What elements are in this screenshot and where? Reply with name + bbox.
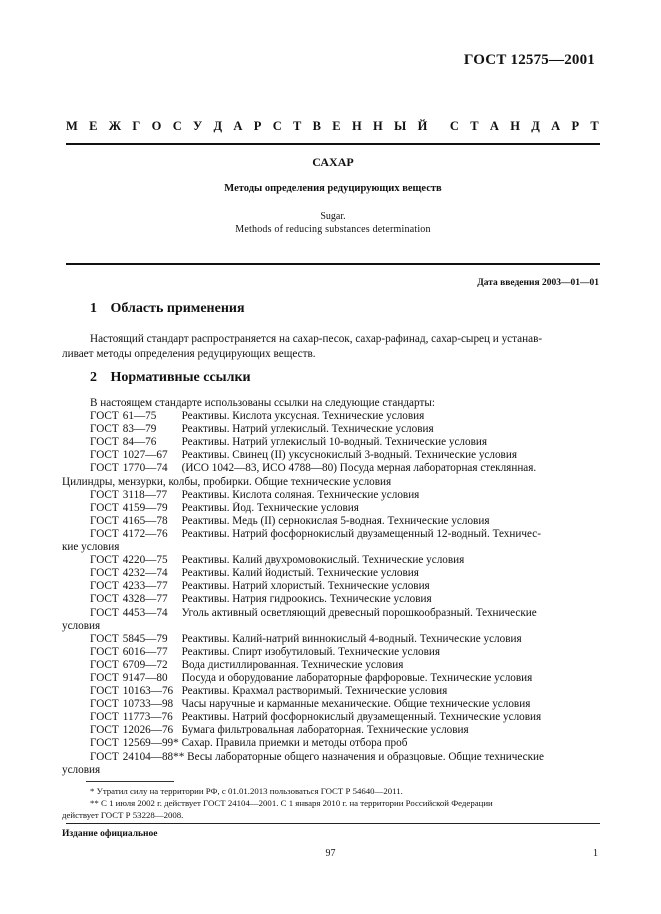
- reference-title: Уголь активный осветляющий древесный порошкообразный. Технические: [181, 606, 537, 619]
- reference-code: 4232—74: [122, 567, 168, 580]
- reference-gost-label: ГОСТ: [90, 750, 119, 763]
- reference-gost-label: ГОСТ: [90, 554, 119, 567]
- english-title-line-2: Methods of reducing substances determination: [235, 224, 431, 235]
- reference-code: 24104—88**: [122, 750, 185, 763]
- reference-gost-label: ГОСТ: [90, 724, 119, 737]
- bottom-rule: [66, 823, 600, 824]
- reference-title: Реактивы. Натрий фосфорнокислый двузамещенный 12-водный. Техничес-: [181, 527, 541, 540]
- reference-item: [62, 410, 600, 423]
- reference-item: [62, 528, 600, 541]
- banner-letter: Н: [351, 119, 362, 133]
- reference-title: Посуда и оборудование лабораторные фарфоровые. Технические условия: [181, 671, 533, 684]
- banner-letter: Р: [571, 119, 580, 133]
- section-1-title: Область применения: [110, 301, 245, 316]
- reference-gost-label: ГОСТ: [90, 580, 119, 593]
- banner-letter: С: [272, 119, 282, 133]
- reference-title: Реактивы. Натрия гидроокись. Технические условия: [181, 593, 432, 606]
- official-edition-label: Издание официальное: [62, 829, 158, 839]
- reference-item: [62, 489, 600, 502]
- reference-title: Реактивы. Йод. Технические условия: [181, 501, 359, 514]
- banner-letter: Р: [253, 119, 262, 133]
- footnote-1: * Утратил силу на территории РФ, с 01.01.2013 пользоваться ГОСТ Р 54640—2011.: [90, 786, 403, 796]
- reference-item: [62, 580, 600, 593]
- banner-letter: Т: [293, 119, 302, 133]
- reference-item-continued: Цилиндры, мензурки, колбы, пробирки. Общие технические условия: [62, 475, 392, 488]
- reference-title: Реактивы. Свинец (II) уксуснокислый 3-водный. Технические условия: [181, 449, 517, 462]
- banner-letter: Т: [470, 119, 479, 133]
- reference-item: [62, 515, 600, 528]
- reference-gost-label: ГОСТ: [90, 501, 119, 514]
- reference-gost-label: ГОСТ: [90, 423, 119, 436]
- reference-code: 10163—76: [122, 685, 174, 698]
- reference-title: Реактивы. Натрий углекислый. Технические условия: [181, 423, 434, 436]
- reference-item: [62, 423, 600, 436]
- reference-code: 4233—77: [122, 580, 168, 593]
- footnote-2-continued: действует ГОСТ Р 53228—2008.: [62, 810, 184, 820]
- reference-code: 83—79: [122, 423, 157, 436]
- reference-gost-label: ГОСТ: [90, 436, 119, 449]
- reference-title: Реактивы. Натрий хлористый. Технические условия: [181, 580, 430, 593]
- normative-references-list: [62, 397, 600, 777]
- reference-title: Реактивы. Кислота соляная. Технические условия: [181, 488, 420, 501]
- banner-letter: Й: [417, 119, 428, 133]
- reference-code: 4220—75: [122, 554, 168, 567]
- section-1-line: Настоящий стандарт распространяется на сахар-песок, сахар-рафинад, сахар-сырец и устанав-: [90, 333, 543, 345]
- reference-code: 61—75: [122, 410, 157, 423]
- reference-gost-label: ГОСТ: [90, 606, 119, 619]
- banner-letter: А: [489, 119, 499, 133]
- reference-code: 4159—79: [122, 501, 168, 514]
- footnote-2: ** С 1 июля 2002 г. действует ГОСТ 24104—2001. С 1 января 2010 г. на территории Российской Федерации: [90, 798, 493, 808]
- reference-item-continued: условия: [62, 619, 101, 632]
- document-number: ГОСТ 12575—2001: [463, 52, 595, 68]
- banner-letter: У: [193, 119, 203, 133]
- document-title: САХАР: [312, 155, 354, 169]
- reference-title: Реактивы. Медь (II) сернокислая 5-водная. Технические условия: [181, 514, 490, 527]
- banner-letter: Ы: [394, 119, 407, 133]
- reference-title: Бумага фильтровальная лабораторная. Технические условия: [181, 724, 469, 737]
- reference-item: [62, 462, 600, 475]
- banner-letter: Н: [372, 119, 383, 133]
- reference-gost-label: ГОСТ: [90, 514, 119, 527]
- reference-code: 6709—72: [122, 658, 168, 671]
- reference-title: Реактивы. Кислота уксусная. Технические условия: [181, 410, 425, 423]
- reference-title: Реактивы. Калий йодистый. Технические условия: [181, 567, 419, 580]
- reference-gost-label: ГОСТ: [90, 685, 119, 698]
- reference-code: 4453—74: [122, 606, 168, 619]
- banner-letter: Н: [510, 119, 520, 133]
- reference-title: Сахар. Правила приемки и методы отбора проб: [181, 737, 408, 750]
- reference-item: [62, 672, 600, 685]
- banner-letter: Т: [590, 119, 599, 133]
- reference-code: 1770—74: [122, 462, 168, 475]
- reference-gost-label: ГОСТ: [90, 567, 119, 580]
- banner-letter: Г: [132, 119, 141, 133]
- reference-gost-label: ГОСТ: [90, 410, 119, 423]
- reference-title: Вода дистиллированная. Технические условия: [181, 658, 404, 671]
- reference-title: Часы наручные и карманные механические. Общие технические условия: [181, 698, 531, 711]
- banner-letter: Ж: [108, 119, 122, 133]
- banner-letter: С: [449, 119, 459, 133]
- reference-gost-label: ГОСТ: [90, 671, 119, 684]
- title-block-rule: [66, 263, 600, 265]
- reference-title: Реактивы. Крахмал растворимый. Технические условия: [181, 685, 448, 698]
- banner-letter: О: [151, 119, 162, 133]
- reference-item: [62, 502, 600, 515]
- reference-code: 9147—80: [122, 671, 168, 684]
- reference-title: Реактивы. Натрий углекислый 10-водный. Технические условия: [181, 436, 488, 449]
- reference-code: 4328—77: [122, 593, 168, 606]
- banner-letter: В: [312, 119, 321, 133]
- reference-item: [62, 751, 600, 764]
- reference-item-continued: кие условия: [62, 541, 120, 554]
- reference-code: 10733—98: [122, 698, 174, 711]
- reference-code: 3118—77: [122, 488, 168, 501]
- reference-gost-label: ГОСТ: [90, 462, 119, 475]
- banner-letter: Д: [213, 119, 223, 133]
- header-rule: [66, 143, 600, 145]
- reference-gost-label: ГОСТ: [90, 488, 119, 501]
- reference-gost-label: ГОСТ: [90, 645, 119, 658]
- reference-gost-label: ГОСТ: [90, 593, 119, 606]
- reference-gost-label: ГОСТ: [90, 449, 119, 462]
- reference-gost-label: ГОСТ: [90, 632, 119, 645]
- reference-item: [62, 646, 600, 659]
- reference-code: 4172—76: [122, 527, 168, 540]
- reference-item: [62, 554, 600, 567]
- section-1-number: 1: [90, 301, 97, 316]
- reference-item: [62, 449, 600, 462]
- reference-gost-label: ГОСТ: [90, 737, 119, 750]
- reference-title: Реактивы. Натрий фосфорнокислый двузамещенный. Технические условия: [181, 711, 542, 724]
- reference-code: 11773—76: [122, 711, 173, 724]
- banner-letter: Д: [531, 119, 540, 133]
- document-subtitle: Методы определения редуцирующих веществ: [224, 183, 442, 194]
- reference-gost-label: ГОСТ: [90, 698, 119, 711]
- reference-code: 1027—67: [122, 449, 168, 462]
- section-2-title: Нормативные ссылки: [110, 370, 251, 385]
- reference-item: [62, 659, 600, 672]
- reference-code: 4165—78: [122, 514, 168, 527]
- references-intro: В настоящем стандарте использованы ссылки на следующие стандарты:: [90, 397, 435, 409]
- section-1-line: ливает методы определения редуцирующих веществ.: [62, 348, 316, 360]
- reference-gost-label: ГОСТ: [90, 658, 119, 671]
- reference-item: [62, 685, 600, 698]
- reference-title: Реактивы. Калий-натрий виннокислый 4-водный. Технические условия: [181, 632, 522, 645]
- reference-item: [62, 724, 600, 737]
- reference-gost-label: ГОСТ: [90, 527, 119, 540]
- banner-letter: А: [233, 119, 243, 133]
- reference-code: 12026—76: [122, 724, 174, 737]
- section-1-heading: [90, 301, 245, 317]
- reference-item: [62, 711, 600, 724]
- reference-item: [62, 633, 600, 646]
- reference-item: [62, 607, 600, 620]
- reference-title: Весы лабораторные общего назначения и образцовые. Общие технические: [187, 750, 544, 763]
- banner-letter: М: [66, 119, 78, 133]
- english-title-line-1: Sugar.: [320, 211, 346, 222]
- banner-letter: С: [172, 119, 182, 133]
- reference-code: 6016—77: [122, 645, 168, 658]
- sheet-number: 1: [593, 848, 598, 859]
- reference-title: Реактивы. Спирт изобутиловый. Технические условия: [181, 645, 441, 658]
- reference-item: [62, 567, 600, 580]
- reference-title: (ИСО 1042—83, ИСО 4788—80) Посуда мерная лабораторная стеклянная.: [181, 462, 537, 475]
- banner-letter: Е: [89, 119, 98, 133]
- reference-code: 5845—79: [122, 632, 168, 645]
- reference-item: [62, 737, 600, 750]
- reference-item: [62, 593, 600, 606]
- banner-letter: Е: [332, 119, 341, 133]
- introduction-date: Дата введения 2003—01—01: [477, 278, 599, 288]
- section-1-paragraph: [62, 332, 600, 362]
- footnotes: [62, 785, 600, 821]
- reference-title: Реактивы. Калий двухромовокислый. Технические условия: [181, 554, 465, 567]
- reference-item: [62, 436, 600, 449]
- reference-code: 12569—99*: [122, 737, 179, 750]
- banner-letter: А: [551, 119, 561, 133]
- section-2-number: 2: [90, 370, 97, 385]
- reference-gost-label: ГОСТ: [90, 711, 119, 724]
- page-number: 97: [325, 848, 336, 859]
- reference-code: 84—76: [122, 436, 157, 449]
- reference-item: [62, 698, 600, 711]
- section-2-heading: [90, 370, 251, 386]
- interstate-standard-banner: [66, 119, 599, 134]
- reference-item-continued: условия: [62, 763, 101, 776]
- footnote-rule: [86, 781, 174, 782]
